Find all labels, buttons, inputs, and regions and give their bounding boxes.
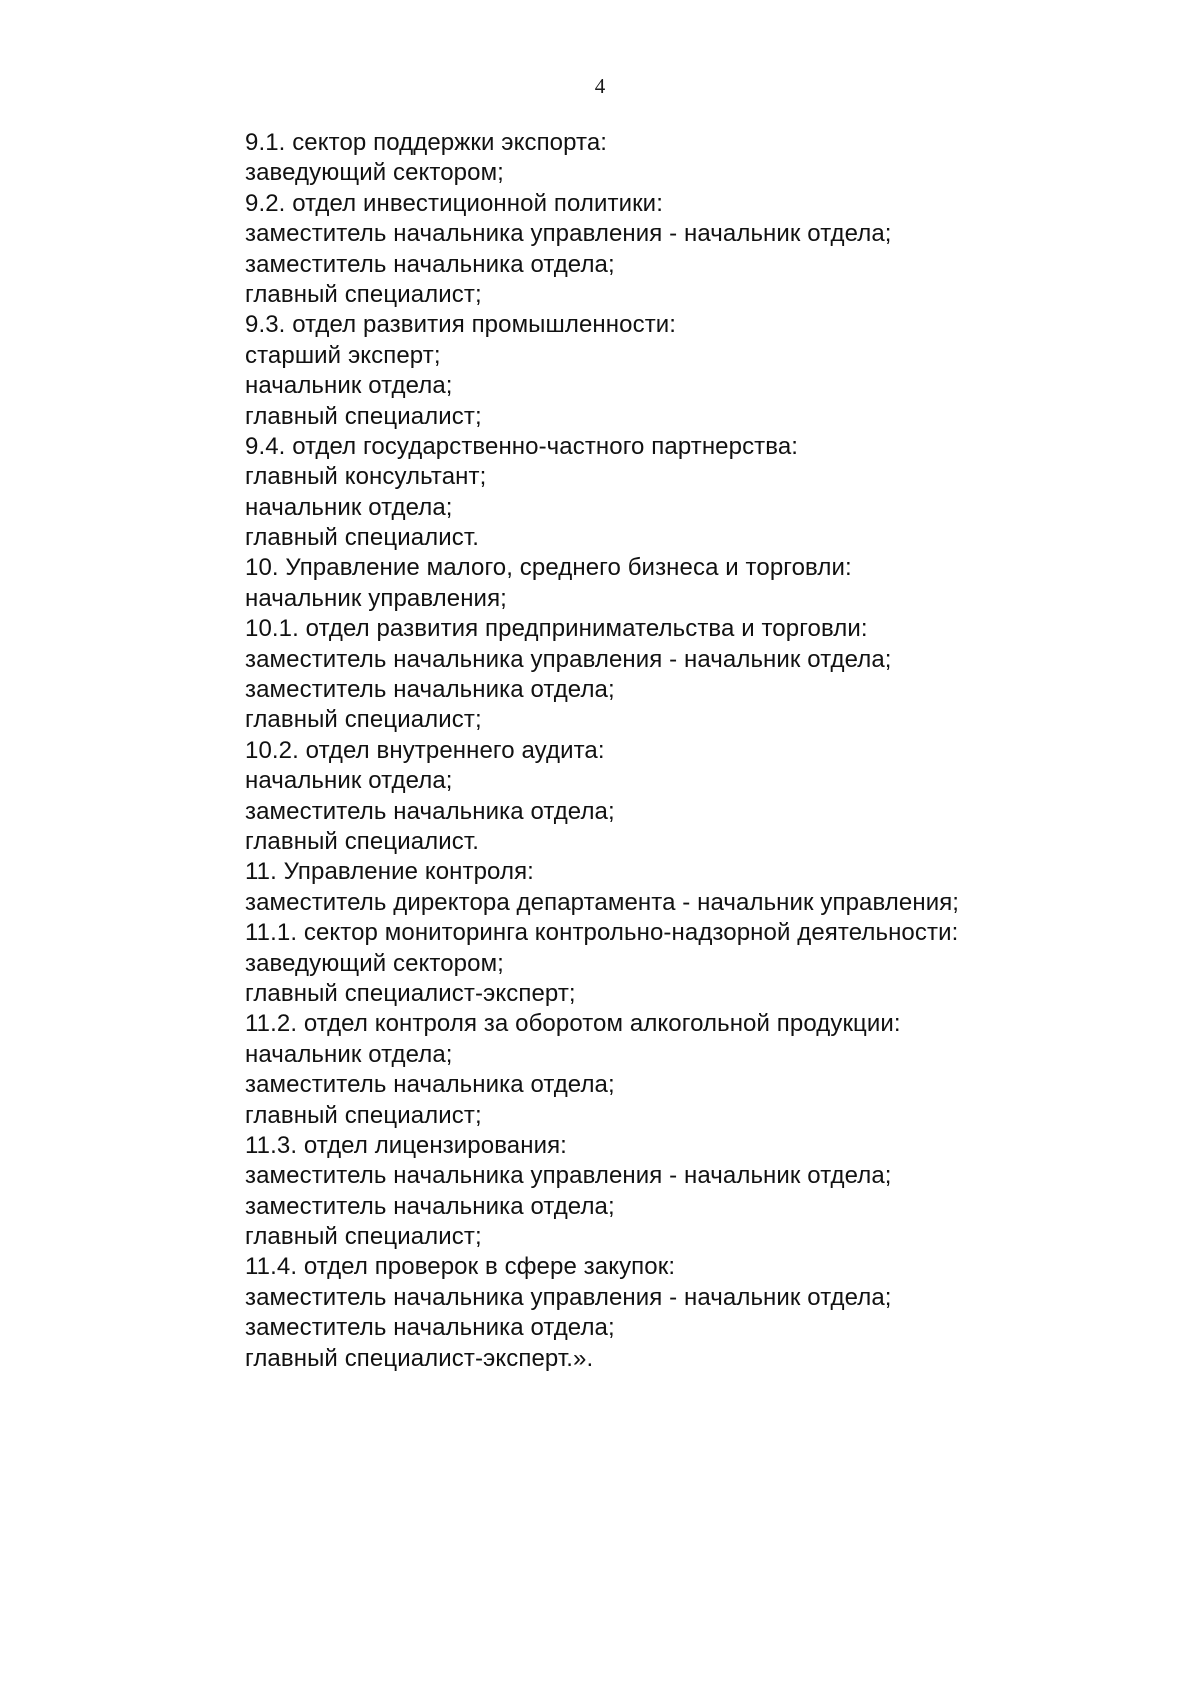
document-line: 9.3. отдел развития промышленности: — [245, 311, 677, 339]
document-line: главный специалист; — [245, 1101, 482, 1129]
document-line: 9.4. отдел государственно-частного партнерства: — [245, 432, 799, 460]
document-line: заместитель начальника управления - начальник отдела; — [245, 220, 892, 248]
document-line: начальник отдела; — [245, 372, 453, 400]
document-line: главный специалист. — [245, 524, 480, 552]
document-line: заведующий сектором; — [245, 159, 504, 187]
document-line: 11.2. отдел контроля за оборотом алкогольной продукции: — [245, 1010, 901, 1038]
document-line: начальник отдела; — [245, 1040, 453, 1068]
document-line: главный специалист; — [245, 706, 482, 734]
document-line: старший эксперт; — [245, 341, 441, 369]
document-line: главный консультант; — [245, 463, 487, 491]
document-line: заместитель директора департамента - начальник управления; — [245, 888, 960, 916]
document-line: заместитель начальника управления - начальник отдела; — [245, 1162, 892, 1190]
document-line: 9.1. сектор поддержки экспорта: — [245, 129, 608, 156]
document-line: заместитель начальника отдела; — [245, 250, 615, 278]
document-line: главный специалист; — [245, 402, 482, 430]
document-line: начальник отдела; — [245, 493, 453, 521]
document-line: главный специалист. — [245, 827, 480, 855]
document-line: 11. Управление контроля: — [245, 858, 534, 886]
document-line: главный специалист; — [245, 1223, 482, 1251]
document-line: главный специалист-эксперт.». — [245, 1344, 594, 1372]
document-line: 11.4. отдел проверок в сфере закупок: — [245, 1253, 676, 1281]
document-line: начальник отдела; — [245, 767, 453, 795]
document-line: 10.2. отдел внутреннего аудита: — [245, 736, 605, 764]
page-number: 4 — [594, 74, 606, 98]
document-line: 11.3. отдел лицензирования: — [245, 1131, 567, 1159]
document-line: 10.1. отдел развития предпринимательства и торговли: — [245, 615, 868, 643]
document-line: 9.2. отдел инвестиционной политики: — [245, 189, 663, 217]
document-line: заместитель начальника отдела; — [245, 797, 615, 825]
document-line: заместитель начальника отдела; — [245, 1314, 615, 1342]
document-line: заведующий сектором; — [245, 949, 504, 977]
document-line: заместитель начальника управления - начальник отдела; — [245, 645, 892, 673]
document-line: 10. Управление малого, среднего бизнеса и торговли: — [245, 554, 852, 582]
document-line: 11.1. сектор мониторинга контрольно-надзорной деятельности: — [245, 919, 959, 947]
document-body — [245, 128, 1145, 1374]
document-line: начальник управления; — [245, 584, 507, 612]
document-line: заместитель начальника отдела; — [245, 1192, 615, 1220]
document-line: главный специалист-эксперт; — [245, 979, 576, 1007]
document-line: главный специалист; — [245, 280, 482, 308]
document-line: заместитель начальника отдела; — [245, 1071, 615, 1099]
document-line: заместитель начальника отдела; — [245, 676, 615, 704]
document-line: заместитель начальника управления - начальник отдела; — [245, 1283, 892, 1311]
